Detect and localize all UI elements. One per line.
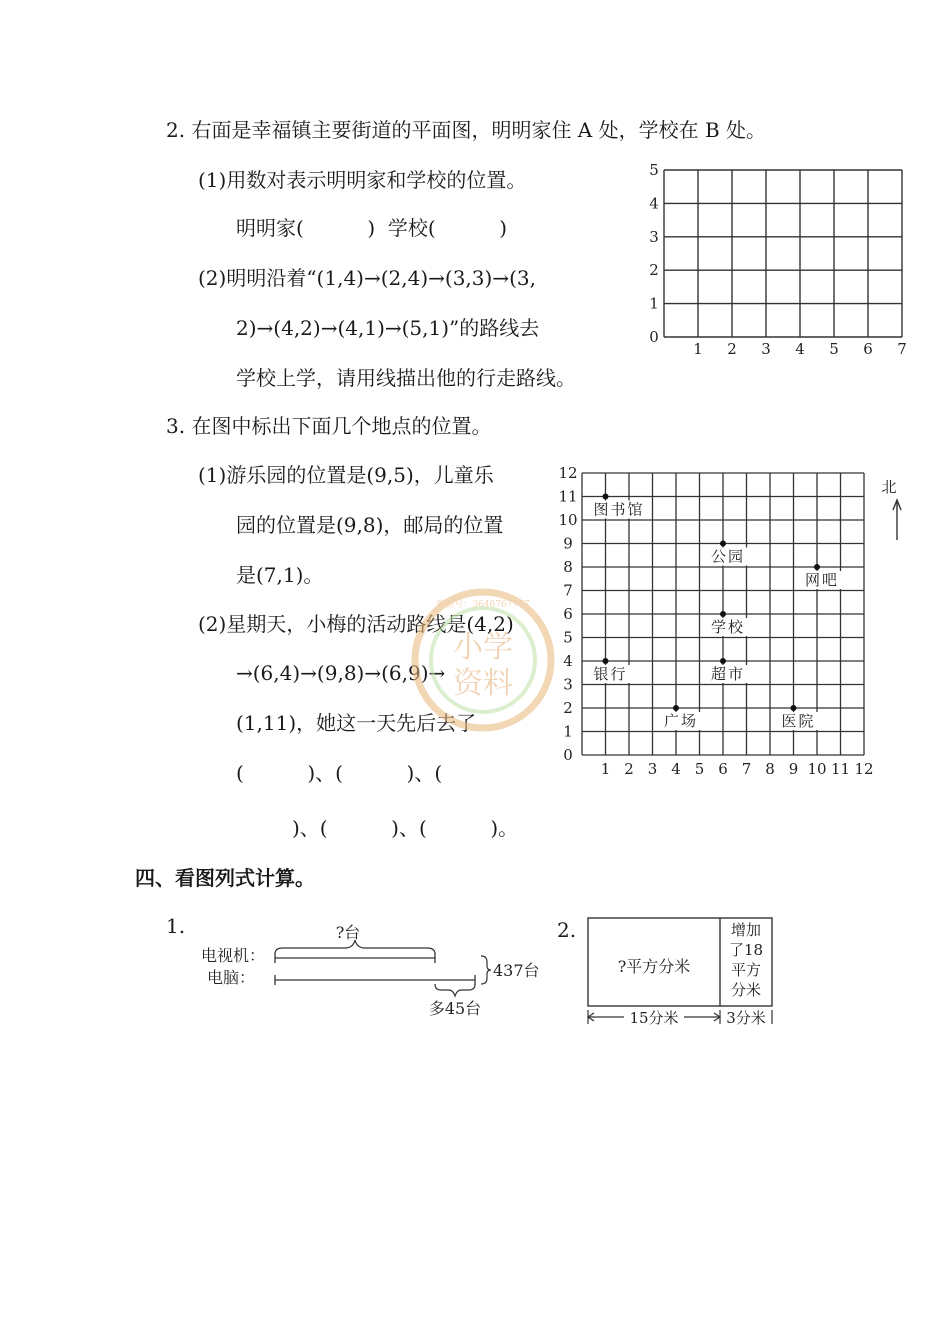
map-place-dot [603, 494, 609, 500]
map-place-dot [673, 705, 679, 711]
total-label: 437台 [493, 961, 540, 980]
map-place-dot [603, 658, 609, 664]
map-place-label: 学校 [711, 618, 746, 636]
map-x-tick-label: 7 [741, 760, 752, 778]
q2-y-tick-label: 5 [649, 161, 659, 179]
computer-label: 电脑： [207, 968, 256, 987]
q2-x-tick-label: 4 [795, 340, 805, 358]
watermark-ring-text: 微信号：3640767767 [436, 600, 530, 610]
q3-part2-line1: (2)星期天，小梅的活动路线是(4,2) [198, 612, 514, 636]
watermark-text-top: 小学 [453, 630, 513, 665]
north-label: 北 [881, 478, 897, 496]
increase-label-line4: 分米 [730, 981, 762, 999]
map-y-tick-label: 6 [563, 605, 573, 623]
q3-town-map-grid [550, 458, 920, 788]
map-y-tick-label: 1 [563, 722, 573, 741]
length-3-label: 3分米 [726, 1009, 766, 1027]
increase-label-line2: 了18 [728, 941, 764, 959]
map-x-tick-label: 2 [624, 760, 634, 778]
map-x-tick-label: 1 [600, 760, 611, 778]
q2-y-tick-label: 2 [649, 261, 659, 280]
map-y-tick-label: 11 [558, 487, 578, 506]
watermark-seal [408, 585, 558, 735]
q2-x-tick-label: 6 [863, 340, 873, 358]
problem2-area-diagram [580, 910, 790, 1035]
map-x-tick-label: 6 [718, 760, 728, 778]
map-y-tick-label: 2 [563, 699, 573, 717]
q2-x-tick-label: 2 [727, 340, 737, 358]
map-x-tick-label: 3 [647, 760, 658, 778]
map-y-tick-label: 4 [563, 652, 573, 670]
q2-part2-line2: 2)→(4,2)→(4,1)→(5,1)”的路线去 [236, 316, 540, 340]
q2-y-tick-label: 1 [649, 294, 659, 313]
map-y-tick-label: 3 [563, 675, 573, 694]
map-x-tick-label: 10 [807, 760, 827, 778]
q2-y-tick-label: 3 [649, 227, 659, 246]
map-x-tick-label: 12 [854, 760, 874, 778]
q2-coordinate-grid [640, 160, 920, 365]
q2-answer-blanks: 明明家( ) 学校( ) [236, 216, 508, 240]
map-x-tick-label: 4 [671, 760, 681, 778]
map-y-tick-label: 10 [558, 511, 578, 529]
q3-part2-line2: →(6,4)→(9,8)→(6,9)→ [236, 661, 446, 685]
increase-label-line1: 增加 [730, 921, 762, 939]
map-place-label: 图书馆 [593, 500, 645, 519]
length-15-label: 15分米 [629, 1009, 679, 1027]
watermark-text-bottom: 资料 [453, 666, 513, 701]
problem1-bar-diagram [195, 920, 555, 1030]
q3-part1-line1: (1)游乐园的位置是(9,5)，儿童乐 [198, 463, 494, 487]
map-x-tick-label: 8 [765, 760, 775, 778]
map-x-tick-label: 5 [694, 760, 705, 778]
q3-part2-line4: ( )、( )、( [236, 761, 443, 785]
map-y-tick-label: 8 [563, 558, 573, 576]
increase-label-line3: 平方 [730, 961, 762, 979]
q2-x-tick-label: 1 [693, 340, 703, 358]
map-y-tick-label: 7 [563, 581, 573, 600]
map-place-dot [720, 658, 726, 664]
map-y-tick-label: 12 [558, 464, 578, 482]
map-place-dot [720, 541, 726, 547]
tv-question-label: ?台 [335, 923, 361, 942]
map-place-label: 网吧 [805, 571, 840, 589]
q2-part2-line1: (2)明明沿着“(1,4)→(2,4)→(3,3)→(3, [198, 266, 536, 290]
map-y-tick-label: 9 [563, 534, 573, 553]
map-place-label: 广场 [664, 712, 699, 730]
map-place-label: 公园 [711, 547, 746, 566]
q3-title: 3. 在图中标出下面几个地点的位置。 [166, 414, 492, 438]
map-place-label: 超市 [711, 665, 746, 683]
map-x-tick-label: 11 [830, 760, 851, 778]
q2-x-tick-label: 3 [761, 340, 771, 358]
map-x-tick-label: 9 [788, 760, 799, 778]
map-place-dot [814, 564, 820, 570]
q2-part2-line3: 学校上学，请用线描出他的行走路线。 [236, 366, 576, 390]
tv-label: 电视机： [201, 946, 266, 965]
q2-x-tick-label: 0 [649, 328, 659, 346]
q2-x-tick-label: 7 [897, 340, 907, 358]
map-place-dot [791, 705, 797, 711]
difference-label: 多45台 [428, 999, 482, 1018]
problem2-number: 2. [557, 918, 577, 942]
map-place-label: 银行 [593, 665, 628, 683]
q2-y-tick-label: 4 [649, 194, 659, 213]
q2-x-tick-label: 5 [829, 340, 839, 358]
q3-part2-line5: )、( )、( )。 [292, 816, 519, 840]
north-arrow [881, 478, 901, 540]
problem1-number: 1. [166, 914, 186, 938]
q3-part1-line3: 是(7,1)。 [236, 563, 324, 587]
q2-part1: (1)用数对表示明明家和学校的位置。 [198, 168, 527, 192]
area-question-label: ?平方分米 [617, 957, 691, 976]
q3-part2-line3: (1,11)，她这一天先后去了 [236, 711, 477, 735]
q3-part1-line2: 园的位置是(9,8)，邮局的位置 [236, 513, 504, 537]
map-place-label: 医院 [781, 712, 816, 730]
map-origin-label: 0 [563, 746, 573, 764]
map-y-tick-label: 5 [563, 628, 573, 647]
section4-heading: 四、看图列式计算。 [135, 866, 315, 890]
map-place-dot [720, 611, 726, 617]
q2-title: 2. 右面是幸福镇主要街道的平面图，明明家住 A 处，学校在 B 处。 [166, 118, 767, 142]
